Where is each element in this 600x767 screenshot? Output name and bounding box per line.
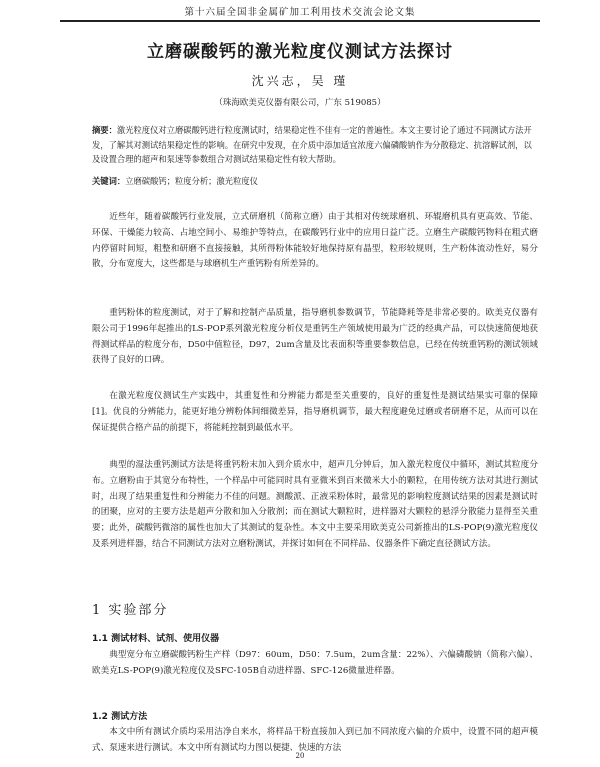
running-head: 第十六届全国非金属矿加工利用技术交流会论文集 — [60, 4, 540, 21]
section-heading-experiment: 1 实验部分 — [92, 603, 169, 618]
keywords — [92, 175, 538, 187]
authors: 沈兴志，吴 瑾 — [251, 74, 349, 88]
body-paragraph-materials: 典型宽分布立磨碳酸钙粉生产样（D97：60um，D50：7.5um，2um含量：22%）、六偏磷酸钠（简称六偏）、欧美克LS-POP(9)激光粒度仪及SFC-105B自动进样器、SFC-126微量进样器。 — [92, 650, 538, 676]
abstract-label: 摘要： — [92, 125, 117, 135]
subsection-heading-method: 1.2 测试方法 — [92, 712, 148, 722]
abstract-text: 激光粒度仪对立磨碳酸钙进行粒度测试时，结果稳定性不佳有一定的普遍性。本文主要讨论了通过不同测试方法开发，了解其对测试结果稳定性的影响。在研究中发现，在介质中添加适宜浓度六偏磷酸钠作为分散稳定、抗溶解试剂，以及设置合理的超声和泵速等参数组合对测试结果稳定性有较大帮助。 — [92, 125, 532, 164]
paper-title: 立磨碳酸钙的激光粒度仪测试方法探讨 — [147, 42, 453, 62]
body-paragraph-method: 本文中所有测试介质均采用洁净自来水，将样品干粉直接加入到已加不同浓度六偏的介质中，设置不同的超声模式、泵速来进行测试。本文中所有测试均力图以便捷、快速的方法 — [92, 727, 538, 753]
keywords-label: 关键词： — [92, 176, 126, 186]
affiliation: （珠海欧美克仪器有限公司，广东 519085） — [214, 98, 386, 108]
body-paragraph-4: 典型的湿法重钙测试方法是将重钙粉末加入到介质水中，超声几分钟后，加入激光粒度仪中循环，测试其粒度分布。立磨粉由于其宽分布特性，一个样品中可能同时具有亚微米到百来微米大小的颗粒，在用传统方法对其进行测试时，出现了结果重复性和分辨能力不佳的问题。测酸派、正液采粉体时，最常见的影响粒度测试结果的因素是测试时的团聚，应对的主要方法是超声分散和加入分散剂；而在测试大颗粒时，进样器对大颗粒的悬浮分散能力显得至关重要；此外，碳酸钙微溶的属性也加大了其测试的复杂性。本文中主要采用欧美克公司新推出的LS-POP(9)激光粒度仪及系列进样器，结合不同测试方法对立磨粉测试，并探讨如何在不同样品、仪器条件下确定直径测试方法。 — [92, 460, 538, 549]
page-number: 20 — [295, 752, 305, 760]
subsection-heading-materials: 1.1 测试材料、试剂、使用仪器 — [92, 634, 220, 644]
body-paragraph-2: 重钙粉体的粒度测试，对于了解和控制产品质量，指导磨机参数调节，节能降耗等是非常必要的。欧美克仪器有限公司于1996年起推出的LS-POP系列激光粒度分析仪是重钙生产领域使用最为广泛的经典产品，可以快速简便地获得测试样品的粒度分布，D50中值粒径，D97，2um含量及比表面积等重要参数信息，已经在传统重钙粉的测试领域获得了良好的口碑。 — [92, 308, 538, 366]
abstract — [92, 123, 538, 167]
body-paragraph-1: 近些年，随着碳酸钙行业发展，立式研磨机（简称立磨）由于其相对传统球磨机、环辊磨机具有更高效、节能、环保、干燥能力较高、占地空间小、易维护等特点，在碳酸钙行业中的应用日益广泛。立磨生产碳酸钙物料在粗式磨内停留时间短，粗整和研磨不直接接触，其所得粉体能较好地保持原有晶型，粒形较规则，生产粉体流动性好，易分散，分布宽度大，这些都是与球磨机生产重钙粉有所差异的。 — [92, 212, 538, 270]
keywords-text: 立磨碳酸钙；粒度分析；激光粒度仪 — [125, 176, 258, 186]
body-paragraph-3: 在激光粒度仪测试生产实践中，其重复性和分辨能力都是至关重要的，良好的重复性是测试结果实可靠的保障[1]。优良的分辨能力，能更好地分辨粉体间细微差异，指导磨机调节，最大程度避免过磨或者研磨不足，从而可以在保证提供合格产品的前提下，将能耗控制到最低水平。 — [92, 391, 538, 433]
